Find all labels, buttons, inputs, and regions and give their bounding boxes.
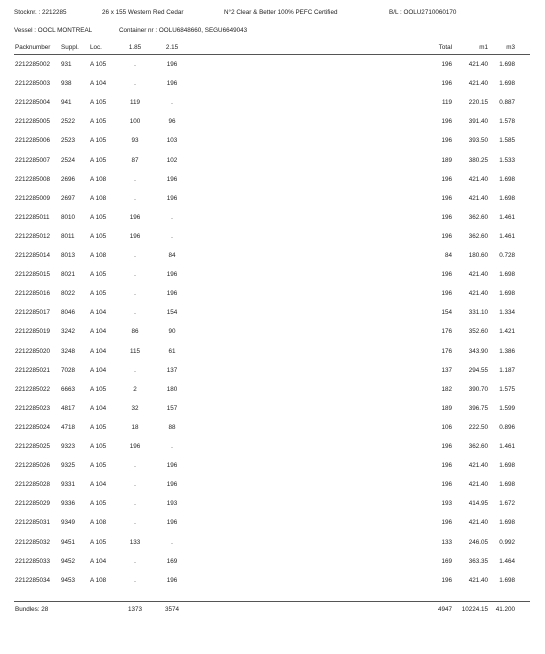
column-header-m1: m1 bbox=[479, 44, 488, 51]
cell-m1: 421.40 bbox=[468, 519, 488, 527]
cell-total: 196 bbox=[441, 137, 452, 145]
cell-supplier: 941 bbox=[61, 99, 72, 107]
cell-packnumber: 2212285033 bbox=[15, 557, 51, 565]
cell-m3: 0.887 bbox=[499, 99, 515, 107]
table-column-headers bbox=[0, 44, 545, 54]
cell-length-185: . bbox=[134, 519, 136, 527]
cell-length-185: 196 bbox=[129, 213, 141, 221]
column-header-m3: m3 bbox=[506, 44, 515, 51]
bill-of-lading: B/L : OOLU2710060170 bbox=[389, 9, 457, 16]
cell-length-185: . bbox=[134, 271, 136, 279]
cell-length-215: 61 bbox=[168, 347, 176, 355]
column-header-supplier: Suppl. bbox=[61, 44, 79, 51]
cell-m3: 1.698 bbox=[499, 80, 515, 88]
cell-location: A 104 bbox=[90, 481, 107, 489]
cell-packnumber: 2212285022 bbox=[15, 385, 51, 393]
cell-length-185: . bbox=[134, 366, 136, 374]
cell-m1: 363.35 bbox=[468, 557, 488, 565]
cell-total: 196 bbox=[441, 271, 452, 279]
cell-total: 196 bbox=[441, 232, 452, 240]
table-row bbox=[0, 386, 545, 396]
cell-location: A 105 bbox=[90, 500, 107, 508]
table-row bbox=[0, 214, 545, 224]
cell-length-185: . bbox=[134, 252, 136, 259]
table-row bbox=[0, 348, 545, 358]
cell-supplier: 9349 bbox=[61, 519, 76, 527]
table-row bbox=[0, 233, 545, 243]
table-row bbox=[0, 424, 545, 434]
cell-m1: 362.60 bbox=[468, 232, 488, 240]
cell-m1: 246.05 bbox=[468, 538, 488, 546]
cell-total: 189 bbox=[441, 404, 452, 412]
cell-length-185: . bbox=[134, 61, 136, 68]
container-numbers: Container nr : OOLU6848660, SEGU6649043 bbox=[119, 27, 248, 34]
table-row bbox=[0, 539, 545, 549]
cell-total: 196 bbox=[441, 194, 452, 202]
table-row bbox=[0, 519, 545, 529]
cell-location: A 104 bbox=[90, 80, 107, 88]
grand-total-m1: 10224.15 bbox=[461, 606, 488, 613]
cell-location: A 105 bbox=[90, 423, 107, 431]
cell-total: 196 bbox=[441, 462, 452, 470]
cell-supplier: 3248 bbox=[61, 347, 76, 355]
cell-length-215: 193 bbox=[166, 500, 178, 508]
cell-m1: 421.40 bbox=[468, 271, 488, 279]
cell-packnumber: 2212285025 bbox=[15, 443, 51, 450]
cell-supplier: 2524 bbox=[61, 156, 76, 164]
cell-m3: 1.672 bbox=[499, 500, 515, 508]
cell-m1: 220.15 bbox=[468, 99, 488, 107]
cell-m1: 294.55 bbox=[468, 366, 488, 374]
cell-length-215: . bbox=[171, 538, 173, 546]
cell-packnumber: 2212285029 bbox=[15, 500, 51, 508]
cell-supplier: 8021 bbox=[61, 271, 76, 279]
table-row bbox=[0, 577, 545, 587]
table-row bbox=[0, 500, 545, 510]
cell-supplier: 6663 bbox=[61, 385, 76, 393]
cell-length-215: 154 bbox=[166, 309, 178, 317]
cell-m1: 393.50 bbox=[468, 137, 488, 145]
cell-m3: 1.698 bbox=[499, 576, 515, 584]
cell-packnumber: 2212285024 bbox=[15, 423, 51, 431]
cell-m1: 421.40 bbox=[468, 576, 488, 584]
cell-length-185: 32 bbox=[131, 404, 139, 412]
cell-packnumber: 2212285014 bbox=[15, 252, 51, 259]
cell-supplier: 938 bbox=[61, 80, 72, 88]
cell-length-215: 137 bbox=[166, 366, 178, 374]
footer-divider bbox=[14, 601, 530, 602]
cell-location: A 104 bbox=[90, 347, 107, 355]
cell-supplier: 3242 bbox=[61, 328, 76, 336]
cell-length-185: . bbox=[134, 309, 136, 317]
cell-total: 106 bbox=[441, 423, 452, 431]
column-header-location: Loc. bbox=[90, 44, 102, 51]
cell-length-215: 102 bbox=[166, 156, 178, 164]
cell-m3: 0.992 bbox=[499, 538, 515, 546]
cell-m3: 1.698 bbox=[499, 271, 515, 279]
cell-location: A 105 bbox=[90, 443, 107, 450]
cell-m1: 421.40 bbox=[468, 194, 488, 202]
table-row bbox=[0, 558, 545, 568]
cell-m3: 1.698 bbox=[499, 175, 515, 183]
cell-location: A 104 bbox=[90, 404, 107, 412]
cell-packnumber: 2212285005 bbox=[15, 118, 51, 126]
cell-location: A 105 bbox=[90, 118, 107, 126]
cell-length-215: . bbox=[171, 443, 173, 450]
table-row bbox=[0, 195, 545, 205]
cell-m3: 1.575 bbox=[499, 385, 515, 393]
cell-length-215: . bbox=[171, 213, 173, 221]
cell-packnumber: 2212285004 bbox=[15, 99, 51, 107]
cell-length-215: 90 bbox=[168, 328, 176, 336]
cell-length-185: . bbox=[134, 481, 136, 489]
cell-location: A 105 bbox=[90, 156, 107, 164]
column-header-packnumber: Packnumber bbox=[15, 44, 51, 51]
cell-packnumber: 2212285012 bbox=[15, 232, 51, 240]
table-row bbox=[0, 290, 545, 300]
cell-length-215: 196 bbox=[166, 519, 178, 527]
cell-m1: 362.60 bbox=[468, 443, 488, 450]
cell-m3: 1.533 bbox=[499, 156, 515, 164]
cell-supplier: 8013 bbox=[61, 252, 76, 259]
cell-length-215: 196 bbox=[166, 481, 178, 489]
cell-length-215: . bbox=[171, 232, 173, 240]
cell-length-185: 196 bbox=[129, 443, 141, 450]
cell-supplier: 2696 bbox=[61, 175, 76, 183]
cell-packnumber: 2212285015 bbox=[15, 271, 51, 279]
cell-m1: 343.90 bbox=[468, 347, 488, 355]
cell-m1: 331.10 bbox=[468, 309, 488, 317]
cell-length-215: 96 bbox=[168, 118, 176, 126]
cell-location: A 104 bbox=[90, 557, 107, 565]
cell-location: A 108 bbox=[90, 519, 107, 527]
cell-m3: 1.698 bbox=[499, 61, 515, 68]
cell-length-185: 196 bbox=[129, 232, 141, 240]
table-row bbox=[0, 481, 545, 491]
cell-m3: 1.421 bbox=[499, 328, 515, 336]
cell-m3: 1.599 bbox=[499, 404, 515, 412]
cell-m3: 1.578 bbox=[499, 118, 515, 126]
cell-total: 196 bbox=[441, 443, 452, 450]
cell-total: 196 bbox=[441, 519, 452, 527]
table-row bbox=[0, 443, 545, 453]
cell-length-185: 133 bbox=[129, 538, 141, 546]
cell-packnumber: 2212285017 bbox=[15, 309, 51, 317]
cell-m1: 390.70 bbox=[468, 385, 488, 393]
cell-supplier: 931 bbox=[61, 61, 72, 68]
cell-supplier: 2522 bbox=[61, 118, 76, 126]
cell-total: 196 bbox=[441, 61, 452, 68]
cell-supplier: 9453 bbox=[61, 576, 76, 584]
cell-supplier: 7028 bbox=[61, 366, 76, 374]
cell-m1: 391.40 bbox=[468, 118, 488, 126]
table-row bbox=[0, 462, 545, 472]
cell-m3: 0.896 bbox=[499, 423, 515, 431]
cell-m3: 1.698 bbox=[499, 194, 515, 202]
cell-packnumber: 2212285019 bbox=[15, 328, 51, 336]
vessel-name: Vessel : OOCL MONTREAL bbox=[14, 27, 93, 34]
cell-packnumber: 2212285006 bbox=[15, 137, 51, 145]
table-row bbox=[0, 271, 545, 281]
cell-total: 176 bbox=[441, 328, 452, 336]
cell-total: 196 bbox=[441, 80, 452, 88]
cell-length-185: 119 bbox=[129, 99, 141, 107]
cell-m1: 421.40 bbox=[468, 290, 488, 298]
cell-packnumber: 2212285002 bbox=[15, 61, 51, 68]
cell-m3: 1.464 bbox=[499, 557, 515, 565]
cell-location: A 105 bbox=[90, 213, 107, 221]
table-footer-totals bbox=[0, 606, 545, 616]
cell-packnumber: 2212285021 bbox=[15, 366, 51, 374]
cell-m1: 396.75 bbox=[468, 404, 488, 412]
cell-m1: 421.40 bbox=[468, 481, 488, 489]
cell-location: A 108 bbox=[90, 194, 107, 202]
cell-supplier: 8046 bbox=[61, 309, 76, 317]
cell-location: A 104 bbox=[90, 309, 107, 317]
cell-m1: 180.60 bbox=[468, 252, 488, 259]
total-length-215: 3574 bbox=[164, 606, 179, 613]
cell-length-185: 100 bbox=[129, 118, 141, 126]
grade-certification: N°2 Clear & Better 100% PEFC Certified bbox=[224, 9, 338, 16]
cell-location: A 105 bbox=[90, 232, 107, 240]
cell-length-185: . bbox=[134, 576, 136, 584]
cell-length-185: . bbox=[134, 194, 136, 202]
cell-total: 133 bbox=[441, 538, 452, 546]
cell-location: A 108 bbox=[90, 576, 107, 584]
table-row bbox=[0, 405, 545, 415]
cell-supplier: 8010 bbox=[61, 213, 76, 221]
cell-packnumber: 2212285020 bbox=[15, 347, 51, 355]
cell-length-185: 93 bbox=[131, 137, 139, 145]
cell-location: A 105 bbox=[90, 290, 107, 298]
cell-total: 196 bbox=[441, 175, 452, 183]
cell-m1: 421.40 bbox=[468, 80, 488, 88]
cell-length-185: . bbox=[134, 175, 136, 183]
cell-length-185: . bbox=[134, 462, 136, 470]
bundles-count: Bundles: 28 bbox=[15, 606, 49, 613]
cell-packnumber: 2212285034 bbox=[15, 576, 51, 584]
cell-location: A 105 bbox=[90, 137, 107, 145]
column-header-total: Total bbox=[438, 44, 452, 51]
cell-location: A 104 bbox=[90, 366, 107, 374]
cell-m3: 1.698 bbox=[499, 481, 515, 489]
cell-supplier: 9451 bbox=[61, 538, 76, 546]
cell-m3: 1.461 bbox=[499, 443, 515, 450]
cell-length-185: . bbox=[134, 80, 136, 88]
cell-m3: 1.698 bbox=[499, 519, 515, 527]
stock-number: Stocknr. : 2212285 bbox=[14, 9, 67, 16]
cell-length-215: 196 bbox=[166, 290, 178, 298]
cell-length-215: 84 bbox=[168, 252, 176, 259]
cell-length-185: . bbox=[134, 290, 136, 298]
cell-m3: 1.461 bbox=[499, 213, 515, 221]
cell-packnumber: 2212285026 bbox=[15, 462, 51, 470]
cell-m1: 222.50 bbox=[468, 423, 488, 431]
cell-supplier: 9331 bbox=[61, 481, 76, 489]
cell-supplier: 9452 bbox=[61, 557, 76, 565]
cell-packnumber: 2212285031 bbox=[15, 519, 51, 527]
cell-packnumber: 2212285023 bbox=[15, 404, 51, 412]
table-row bbox=[0, 99, 545, 109]
grand-total-m3: 41.200 bbox=[495, 606, 515, 613]
cell-supplier: 9325 bbox=[61, 462, 76, 470]
cell-length-185: 2 bbox=[133, 385, 137, 393]
cell-total: 119 bbox=[441, 99, 452, 107]
table-row bbox=[0, 367, 545, 377]
cell-length-215: 88 bbox=[168, 423, 176, 431]
table-row bbox=[0, 80, 545, 90]
cell-m1: 362.60 bbox=[468, 213, 488, 221]
cell-m3: 1.334 bbox=[499, 309, 515, 317]
cell-supplier: 8022 bbox=[61, 290, 76, 298]
column-header-length-185: 1.85 bbox=[128, 44, 142, 51]
table-row bbox=[0, 118, 545, 128]
cell-length-215: 196 bbox=[166, 175, 178, 183]
cell-supplier: 4718 bbox=[61, 423, 76, 431]
cell-total: 137 bbox=[441, 366, 452, 374]
table-row bbox=[0, 61, 545, 71]
cell-packnumber: 2212285009 bbox=[15, 194, 51, 202]
cell-total: 196 bbox=[441, 481, 452, 489]
table-row bbox=[0, 176, 545, 186]
cell-m3: 1.585 bbox=[499, 137, 515, 145]
cell-location: A 105 bbox=[90, 462, 107, 470]
cell-length-185: 87 bbox=[131, 156, 139, 164]
cell-total: 154 bbox=[441, 309, 452, 317]
cell-m1: 421.40 bbox=[468, 175, 488, 183]
cell-m3: 1.187 bbox=[499, 366, 515, 374]
cell-packnumber: 2212285003 bbox=[15, 80, 51, 88]
cell-m3: 0.728 bbox=[499, 252, 515, 259]
cell-supplier: 4817 bbox=[61, 404, 76, 412]
cell-length-185: 18 bbox=[131, 423, 139, 431]
cell-length-185: . bbox=[134, 557, 136, 565]
table-row bbox=[0, 137, 545, 147]
cell-m3: 1.698 bbox=[499, 290, 515, 298]
cell-length-215: 103 bbox=[166, 137, 178, 145]
cell-length-215: 157 bbox=[166, 404, 178, 412]
product-description: 26 x 155 Western Red Cedar bbox=[102, 9, 184, 16]
cell-location: A 105 bbox=[90, 385, 107, 393]
cell-length-215: 196 bbox=[166, 271, 178, 279]
cell-total: 169 bbox=[441, 557, 452, 565]
cell-length-215: 196 bbox=[166, 80, 178, 88]
cell-packnumber: 2212285007 bbox=[15, 156, 51, 164]
cell-length-215: 180 bbox=[166, 385, 178, 393]
cell-total: 196 bbox=[441, 576, 452, 584]
cell-total: 189 bbox=[441, 156, 452, 164]
cell-location: A 105 bbox=[90, 271, 107, 279]
cell-location: A 108 bbox=[90, 252, 107, 259]
cell-length-215: . bbox=[171, 99, 173, 107]
cell-total: 193 bbox=[441, 500, 452, 508]
cell-total: 196 bbox=[441, 290, 452, 298]
cell-m1: 380.25 bbox=[468, 156, 488, 164]
cell-m3: 1.386 bbox=[499, 347, 515, 355]
table-row bbox=[0, 252, 545, 262]
cell-total: 84 bbox=[444, 252, 452, 259]
cell-length-185: 115 bbox=[129, 347, 141, 355]
cell-supplier: 2697 bbox=[61, 194, 76, 202]
cell-length-215: 196 bbox=[166, 194, 178, 202]
cell-length-185: . bbox=[134, 500, 136, 508]
cell-supplier: 8011 bbox=[61, 232, 75, 240]
cell-location: A 104 bbox=[90, 328, 107, 336]
cell-m1: 421.40 bbox=[468, 462, 488, 470]
cell-length-215: 196 bbox=[166, 462, 178, 470]
cell-m3: 1.698 bbox=[499, 462, 515, 470]
cell-total: 176 bbox=[441, 347, 452, 355]
cell-location: A 105 bbox=[90, 61, 107, 68]
cell-location: A 105 bbox=[90, 99, 107, 107]
table-row bbox=[0, 309, 545, 319]
grand-total-pieces: 4947 bbox=[437, 606, 452, 613]
cell-m1: 421.40 bbox=[468, 61, 488, 68]
header-divider bbox=[14, 54, 530, 55]
column-header-length-215: 2.15 bbox=[165, 44, 179, 51]
cell-m3: 1.461 bbox=[499, 232, 515, 240]
cell-packnumber: 2212285011 bbox=[15, 213, 50, 221]
cell-length-215: 196 bbox=[166, 576, 178, 584]
cell-m1: 352.60 bbox=[468, 328, 488, 336]
total-length-185: 1373 bbox=[127, 606, 142, 613]
cell-supplier: 2523 bbox=[61, 137, 76, 145]
cell-total: 196 bbox=[441, 118, 452, 126]
cell-packnumber: 2212285032 bbox=[15, 538, 51, 546]
cell-packnumber: 2212285028 bbox=[15, 481, 51, 489]
cell-packnumber: 2212285008 bbox=[15, 175, 51, 183]
cell-supplier: 9336 bbox=[61, 500, 76, 508]
cell-packnumber: 2212285016 bbox=[15, 290, 51, 298]
cell-length-185: 86 bbox=[131, 328, 139, 336]
cell-supplier: 9323 bbox=[61, 443, 76, 450]
table-row bbox=[0, 328, 545, 338]
cell-location: A 105 bbox=[90, 538, 107, 546]
cell-length-215: 196 bbox=[166, 61, 178, 68]
cell-location: A 108 bbox=[90, 175, 107, 183]
cell-total: 182 bbox=[441, 385, 452, 393]
cell-total: 196 bbox=[441, 213, 452, 221]
cell-m1: 414.95 bbox=[468, 500, 488, 508]
table-row bbox=[0, 157, 545, 167]
cell-length-215: 169 bbox=[166, 557, 178, 565]
